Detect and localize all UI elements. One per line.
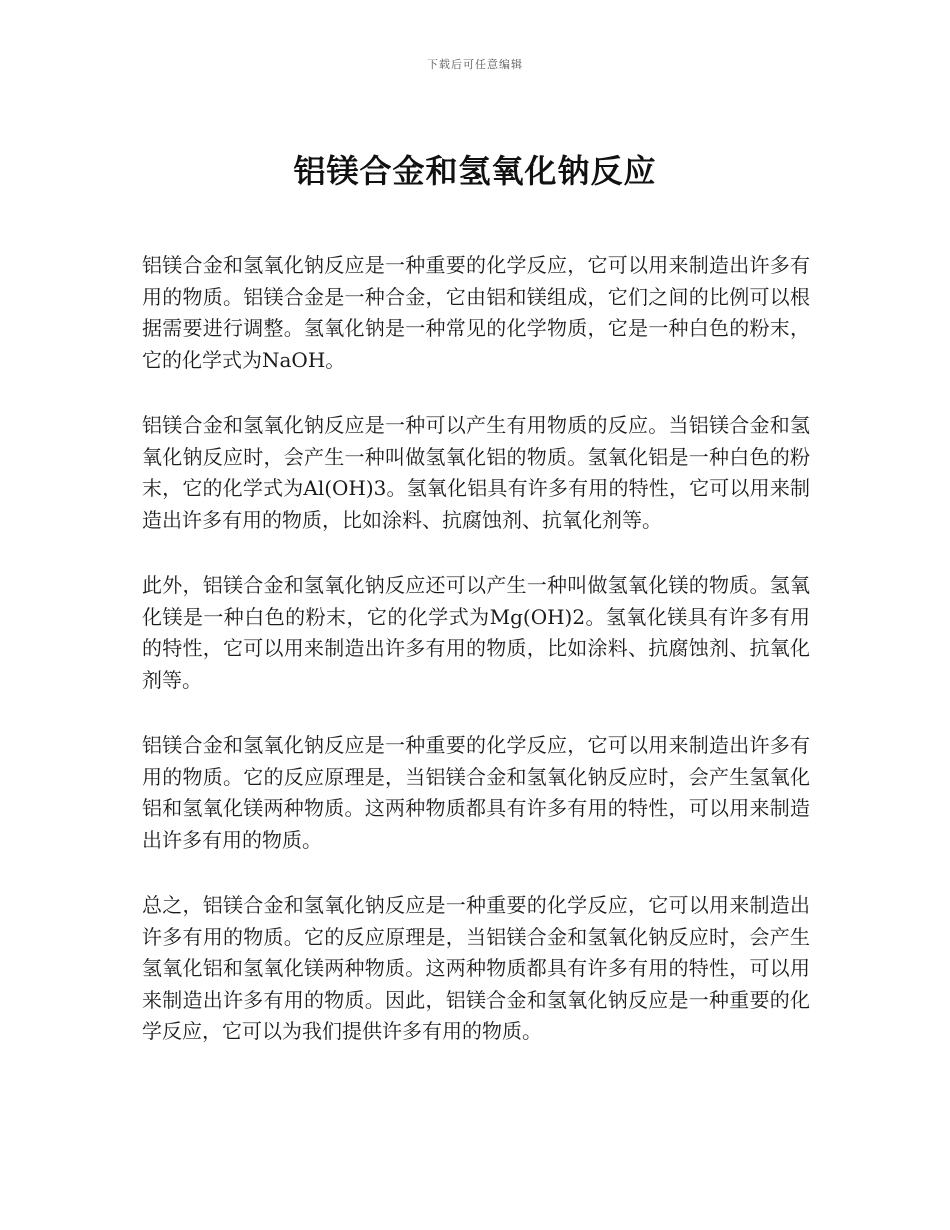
header-note: 下载后可任意编辑 xyxy=(427,58,523,71)
paragraph-aluminum-hydroxide: 铝镁合金和氢氧化钠反应是一种可以产生有用物质的反应。当铝镁合金和氢氧化钠反应时，会产生一种叫做氢氧化铝的物质。氢氧化铝是一种白色的粉末，它的化学式为Al(OH)3。氢氧化铝具有许多有用的特性，它可以用来制造出许多有用的物质，比如涂料、抗腐蚀剂、抗氧化剂等。 xyxy=(142,413,810,532)
document-body xyxy=(142,250,810,1082)
paragraph-intro: 铝镁合金和氢氧化钠反应是一种重要的化学反应，它可以用来制造出许多有用的物质。铝镁合金是一种合金，它由铝和镁组成，它们之间的比例可以根据需要进行调整。氢氧化钠是一种常见的化学物质，它是一种白色的粉末，它的化学式为NaOH。 xyxy=(142,253,810,372)
document-title: 铝镁合金和氢氧化钠反应 xyxy=(293,152,657,190)
paragraph-conclusion: 总之，铝镁合金和氢氧化钠反应是一种重要的化学反应，它可以用来制造出许多有用的物质。它的反应原理是，当铝镁合金和氢氧化钠反应时，会产生氢氧化铝和氢氧化镁两种物质。这两种物质都具有许多有用的特性，可以用来制造出许多有用的物质。因此，铝镁合金和氢氧化钠反应是一种重要的化学反应，它可以为我们提供许多有用的物质。 xyxy=(142,893,810,1043)
paragraph-magnesium-hydroxide: 此外，铝镁合金和氢氧化钠反应还可以产生一种叫做氢氧化镁的物质。氢氧化镁是一种白色的粉末，它的化学式为Mg(OH)2。氢氧化镁具有许多有用的特性，它可以用来制造出许多有用的物质，比如涂料、抗腐蚀剂、抗氧化剂等。 xyxy=(142,573,810,692)
paragraph-reaction-principle: 铝镁合金和氢氧化钠反应是一种重要的化学反应，它可以用来制造出许多有用的物质。它的反应原理是，当铝镁合金和氢氧化钠反应时，会产生氢氧化铝和氢氧化镁两种物质。这两种物质都具有许多有用的特性，可以用来制造出许多有用的物质。 xyxy=(142,733,810,852)
